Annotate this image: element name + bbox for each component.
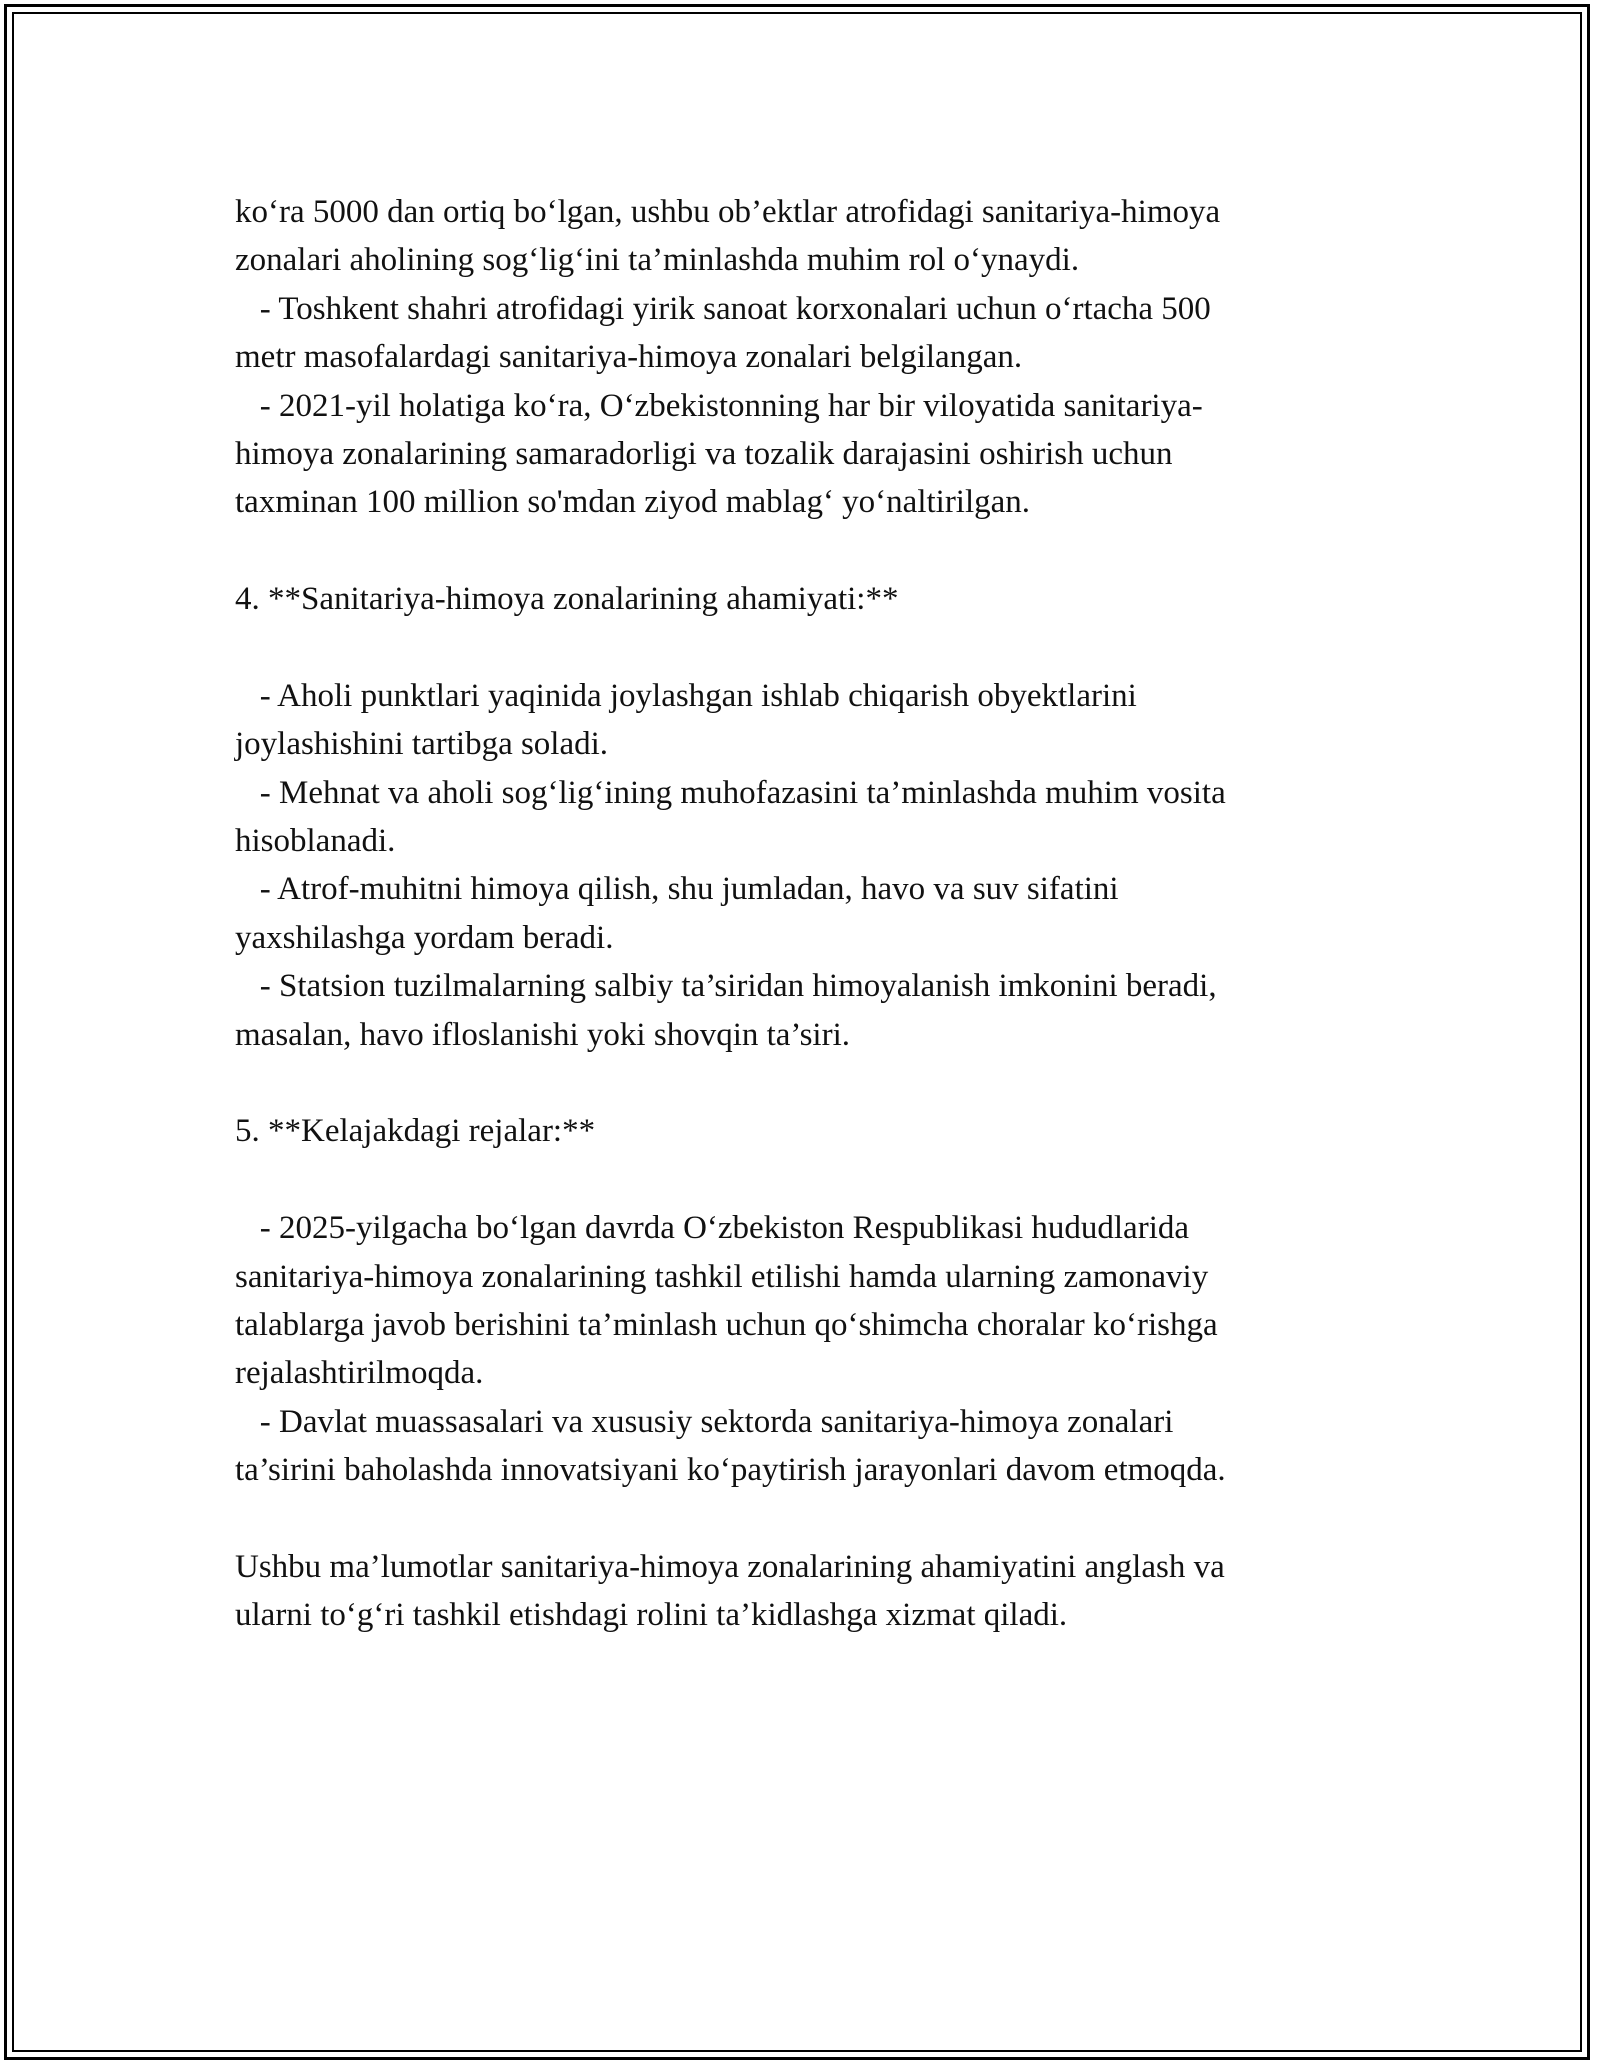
body-line: masalan, havo ifloslanishi yoki shovqin ta’siri. — [235, 1016, 851, 1053]
closing-paragraph-line: ularni to‘g‘ri tashkil etishdagi rolini ta’kidlashga xizmat qiladi. — [235, 1597, 1068, 1634]
body-line: rejalashtirilmoqda. — [235, 1355, 484, 1392]
list-item: - Davlat muassasalari va xususiy sektorda sanitariya-himoya zonalari — [235, 1403, 1174, 1440]
blank-line — [235, 1495, 1385, 1543]
body-line: joylashishini tartibga soladi. — [235, 726, 609, 763]
section-heading-5: 5. **Kelajakdagi rejalar:** — [235, 1113, 596, 1150]
list-item: - Mehnat va aholi sog‘lig‘ining muhofazasini ta’minlashda muhim vosita — [235, 774, 1226, 811]
body-line: taxminan 100 million so'mdan ziyod mablag‘ yo‘naltirilgan. — [235, 484, 1031, 521]
body-line: ko‘ra 5000 dan ortiq bo‘lgan, ushbu ob’ektlar atrofidagi sanitariya-himoya — [235, 194, 1221, 230]
section-heading-4: 4. **Sanitariya-himoya zonalarining ahamiyati:** — [235, 581, 899, 618]
list-item: - 2025-yilgacha bo‘lgan davrda O‘zbekiston Respublikasi hududlarida — [235, 1210, 1190, 1247]
body-line: talablarga javob berishini ta’minlash uchun qo‘shimcha choralar ko‘rishga — [235, 1306, 1218, 1343]
list-item: - Atrof-muhitni himoya qilish, shu jumladan, havo va suv sifatini — [235, 871, 1119, 908]
blank-line — [235, 527, 1385, 575]
body-line: hisoblanadi. — [235, 823, 396, 860]
document-body — [235, 188, 1385, 1640]
body-line: himoya zonalarining samaradorligi va tozalik darajasini oshirish uchun — [235, 435, 1173, 472]
body-line: sanitariya-himoya zonalarining tashkil etilishi hamda ularning zamonaviy — [235, 1258, 1209, 1295]
blank-line — [235, 1156, 1385, 1204]
body-line: metr masofalardagi sanitariya-himoya zonalari belgilangan. — [235, 339, 1023, 376]
list-item: - Aholi punktlari yaqinida joylashgan ishlab chiqarish obyektlarini — [235, 677, 1137, 714]
body-line: yaxshilashga yordam beradi. — [235, 919, 614, 956]
list-item: - Toshkent shahri atrofidagi yirik sanoat korxonalari uchun o‘rtacha 500 — [235, 290, 1211, 327]
body-line: zonalari aholining sog‘lig‘ini ta’minlashda muhim rol o‘ynaydi. — [235, 242, 1080, 279]
blank-line — [235, 1059, 1385, 1107]
blank-line — [235, 624, 1385, 672]
body-line: ta’sirini baholashda innovatsiyani ko‘paytirish jarayonlari davom etmoqda. — [235, 1452, 1226, 1489]
list-item: - Statsion tuzilmalarning salbiy ta’siridan himoyalanish imkonini beradi, — [235, 968, 1217, 1005]
list-item: - 2021-yil holatiga ko‘ra, O‘zbekistonning har bir viloyatida sanitariya- — [235, 387, 1203, 424]
closing-paragraph-line: Ushbu ma’lumotlar sanitariya-himoya zonalarining ahamiyatini anglash va — [235, 1548, 1225, 1585]
